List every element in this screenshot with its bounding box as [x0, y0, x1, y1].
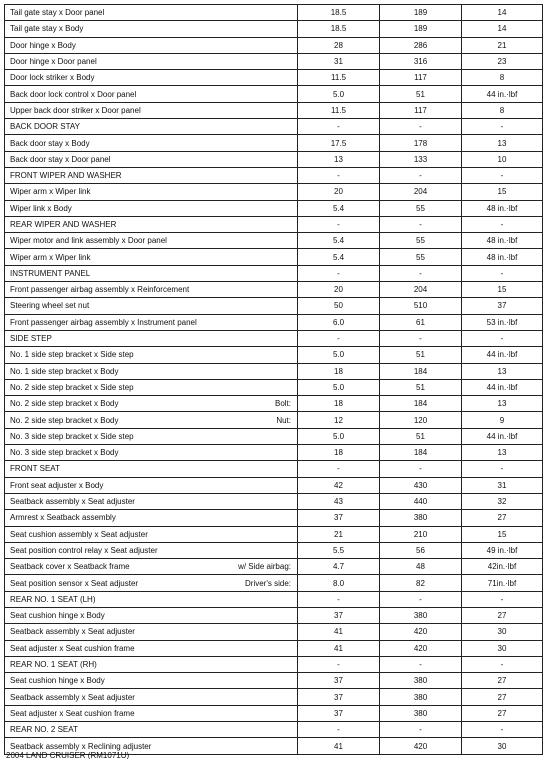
part-cell: [5, 396, 298, 412]
torque-kgf-cm-cell: 82: [380, 575, 462, 591]
torque-kgf-cm-cell: 420: [380, 640, 462, 656]
torque-kgf-cm-cell: 120: [380, 412, 462, 428]
table-row: [5, 689, 543, 705]
torque-kgf-cm-cell: 178: [380, 135, 462, 151]
table-row: [5, 493, 543, 509]
torque-nm-cell: 21: [298, 526, 380, 542]
part-cell: [5, 151, 298, 167]
table-row: [5, 249, 543, 265]
part-name: Seat adjuster x Seat cushion frame: [10, 643, 135, 653]
torque-ft-lbf-cell: 49 in.·lbf: [462, 542, 543, 558]
torque-kgf-cm-cell: -: [380, 722, 462, 738]
part-name: No. 1 side step bracket x Side step: [10, 350, 134, 360]
torque-nm-cell: 13: [298, 151, 380, 167]
part-name: BACK DOOR STAY: [10, 122, 80, 132]
torque-kgf-cm-cell: 184: [380, 363, 462, 379]
table-row: [5, 21, 543, 37]
part-cell: [5, 330, 298, 346]
torque-kgf-cm-cell: 510: [380, 298, 462, 314]
table-row: [5, 102, 543, 118]
torque-nm-cell: 41: [298, 624, 380, 640]
torque-spec-table: [4, 4, 543, 755]
torque-nm-cell: 5.5: [298, 542, 380, 558]
part-name: Door lock striker x Body: [10, 73, 95, 83]
torque-ft-lbf-cell: 13: [462, 363, 543, 379]
torque-kgf-cm-cell: 316: [380, 53, 462, 69]
part-cell: [5, 656, 298, 672]
part-cell: [5, 379, 298, 395]
part-cell: [5, 216, 298, 232]
torque-nm-cell: 37: [298, 673, 380, 689]
part-cell: [5, 477, 298, 493]
part-name: Wiper motor and link assembly x Door panel: [10, 236, 167, 246]
part-name: Seatback assembly x Reclining adjuster: [10, 741, 152, 751]
part-name: Seat cushion hinge x Body: [10, 676, 105, 686]
torque-ft-lbf-cell: 27: [462, 689, 543, 705]
part-name: Front passenger airbag assembly x Instrument panel: [10, 317, 197, 327]
torque-ft-lbf-cell: 27: [462, 607, 543, 623]
torque-ft-lbf-cell: 48 in.·lbf: [462, 249, 543, 265]
torque-nm-cell: 37: [298, 510, 380, 526]
torque-nm-cell: 5.0: [298, 428, 380, 444]
torque-nm-cell: 5.0: [298, 86, 380, 102]
torque-kgf-cm-cell: 204: [380, 282, 462, 298]
part-name: Door hinge x Body: [10, 40, 76, 50]
part-cell: [5, 282, 298, 298]
part-cell: [5, 119, 298, 135]
torque-ft-lbf-cell: -: [462, 722, 543, 738]
torque-nm-cell: 43: [298, 493, 380, 509]
table-row: [5, 330, 543, 346]
torque-kgf-cm-cell: 189: [380, 5, 462, 21]
table-row: [5, 363, 543, 379]
part-cell: [5, 575, 298, 591]
torque-kgf-cm-cell: 51: [380, 428, 462, 444]
table-row: [5, 167, 543, 183]
torque-nm-cell: -: [298, 216, 380, 232]
part-cell: [5, 70, 298, 86]
part-note: Nut:: [276, 415, 291, 425]
table-row: [5, 70, 543, 86]
part-name: Tail gate stay x Body: [10, 24, 84, 34]
part-name: Back door stay x Body: [10, 138, 90, 148]
part-name: Seatback assembly x Seat adjuster: [10, 497, 135, 507]
torque-nm-cell: 18.5: [298, 21, 380, 37]
torque-nm-cell: -: [298, 265, 380, 281]
torque-ft-lbf-cell: 9: [462, 412, 543, 428]
table-row: [5, 37, 543, 53]
table-row: [5, 705, 543, 721]
torque-kgf-cm-cell: -: [380, 591, 462, 607]
table-row: [5, 184, 543, 200]
torque-kgf-cm-cell: 204: [380, 184, 462, 200]
torque-ft-lbf-cell: 30: [462, 624, 543, 640]
torque-nm-cell: 20: [298, 184, 380, 200]
part-cell: [5, 102, 298, 118]
torque-ft-lbf-cell: 48 in.·lbf: [462, 233, 543, 249]
part-cell: [5, 624, 298, 640]
part-cell: [5, 445, 298, 461]
torque-nm-cell: -: [298, 167, 380, 183]
torque-ft-lbf-cell: -: [462, 591, 543, 607]
table-row: [5, 151, 543, 167]
part-cell: [5, 347, 298, 363]
part-cell: [5, 542, 298, 558]
torque-ft-lbf-cell: 44 in.·lbf: [462, 86, 543, 102]
torque-kgf-cm-cell: 380: [380, 689, 462, 705]
torque-nm-cell: 18.5: [298, 5, 380, 21]
table-body: [5, 5, 543, 755]
torque-ft-lbf-cell: 44 in.·lbf: [462, 428, 543, 444]
torque-nm-cell: 11.5: [298, 102, 380, 118]
part-name: Upper back door striker x Door panel: [10, 105, 141, 115]
torque-nm-cell: 41: [298, 640, 380, 656]
torque-ft-lbf-cell: -: [462, 167, 543, 183]
table-row: [5, 200, 543, 216]
part-cell: [5, 559, 298, 575]
part-name: Seat adjuster x Seat cushion frame: [10, 708, 135, 718]
torque-kgf-cm-cell: -: [380, 216, 462, 232]
torque-kgf-cm-cell: -: [380, 656, 462, 672]
torque-ft-lbf-cell: 10: [462, 151, 543, 167]
part-name: No. 2 side step bracket x Side step: [10, 382, 134, 392]
part-name: No. 3 side step bracket x Body: [10, 448, 119, 458]
torque-kgf-cm-cell: 380: [380, 705, 462, 721]
torque-nm-cell: 18: [298, 445, 380, 461]
torque-kgf-cm-cell: 61: [380, 314, 462, 330]
part-cell: [5, 37, 298, 53]
part-note: Driver's side:: [245, 578, 291, 588]
torque-kgf-cm-cell: 117: [380, 70, 462, 86]
part-cell: [5, 53, 298, 69]
torque-nm-cell: 12: [298, 412, 380, 428]
torque-nm-cell: 18: [298, 363, 380, 379]
torque-ft-lbf-cell: -: [462, 330, 543, 346]
table-row: [5, 722, 543, 738]
torque-kgf-cm-cell: -: [380, 167, 462, 183]
part-name: Seat cushion assembly x Seat adjuster: [10, 529, 148, 539]
part-name: SIDE STEP: [10, 334, 52, 344]
torque-ft-lbf-cell: 42in.·lbf: [462, 559, 543, 575]
torque-ft-lbf-cell: 15: [462, 526, 543, 542]
part-name: Steering wheel set nut: [10, 301, 90, 311]
torque-nm-cell: 11.5: [298, 70, 380, 86]
torque-nm-cell: 5.4: [298, 249, 380, 265]
torque-ft-lbf-cell: 27: [462, 705, 543, 721]
torque-ft-lbf-cell: 37: [462, 298, 543, 314]
part-cell: [5, 363, 298, 379]
part-name: FRONT WIPER AND WASHER: [10, 171, 122, 181]
table-row: [5, 119, 543, 135]
torque-kgf-cm-cell: 51: [380, 379, 462, 395]
part-cell: [5, 298, 298, 314]
torque-kgf-cm-cell: 48: [380, 559, 462, 575]
torque-kgf-cm-cell: 380: [380, 607, 462, 623]
table-row: [5, 53, 543, 69]
part-cell: [5, 640, 298, 656]
torque-kgf-cm-cell: -: [380, 265, 462, 281]
part-cell: [5, 428, 298, 444]
table-row: [5, 314, 543, 330]
torque-ft-lbf-cell: 32: [462, 493, 543, 509]
part-cell: [5, 135, 298, 151]
part-cell: [5, 314, 298, 330]
part-cell: [5, 461, 298, 477]
part-cell: [5, 526, 298, 542]
part-cell: [5, 705, 298, 721]
part-cell: [5, 722, 298, 738]
table-row: [5, 347, 543, 363]
torque-nm-cell: -: [298, 461, 380, 477]
part-cell: [5, 673, 298, 689]
torque-nm-cell: -: [298, 591, 380, 607]
torque-ft-lbf-cell: 71in.·lbf: [462, 575, 543, 591]
torque-nm-cell: 5.4: [298, 233, 380, 249]
torque-ft-lbf-cell: 44 in.·lbf: [462, 379, 543, 395]
page-footer: 2004 LAND CRUISER (RM1071U): [6, 752, 130, 759]
torque-nm-cell: 28: [298, 37, 380, 53]
torque-kgf-cm-cell: 286: [380, 37, 462, 53]
part-name: Wiper arm x Wiper link: [10, 252, 91, 262]
torque-ft-lbf-cell: -: [462, 119, 543, 135]
torque-ft-lbf-cell: 15: [462, 184, 543, 200]
part-name: Seatback assembly x Seat adjuster: [10, 627, 135, 637]
table-row: [5, 216, 543, 232]
table-row: [5, 412, 543, 428]
torque-ft-lbf-cell: 13: [462, 135, 543, 151]
table-row: [5, 526, 543, 542]
torque-nm-cell: 42: [298, 477, 380, 493]
part-name: Front passenger airbag assembly x Reinforcement: [10, 285, 190, 295]
torque-nm-cell: 41: [298, 738, 380, 754]
torque-nm-cell: 5.0: [298, 347, 380, 363]
torque-ft-lbf-cell: 30: [462, 640, 543, 656]
torque-ft-lbf-cell: 14: [462, 21, 543, 37]
torque-kgf-cm-cell: 133: [380, 151, 462, 167]
torque-kgf-cm-cell: 51: [380, 347, 462, 363]
torque-ft-lbf-cell: 31: [462, 477, 543, 493]
torque-ft-lbf-cell: 23: [462, 53, 543, 69]
part-cell: [5, 184, 298, 200]
torque-nm-cell: 37: [298, 705, 380, 721]
torque-ft-lbf-cell: 13: [462, 445, 543, 461]
table-row: [5, 607, 543, 623]
part-cell: [5, 412, 298, 428]
torque-nm-cell: 37: [298, 607, 380, 623]
torque-nm-cell: -: [298, 119, 380, 135]
torque-kgf-cm-cell: 430: [380, 477, 462, 493]
part-name: Seat position sensor x Seat adjuster: [10, 578, 139, 588]
part-cell: [5, 200, 298, 216]
part-name: Seat position control relay x Seat adjuster: [10, 545, 158, 555]
part-cell: [5, 249, 298, 265]
torque-kgf-cm-cell: 189: [380, 21, 462, 37]
table-row: [5, 591, 543, 607]
part-cell: [5, 167, 298, 183]
part-name: REAR NO. 1 SEAT (RH): [10, 660, 97, 670]
table-row: [5, 5, 543, 21]
table-row: [5, 542, 543, 558]
table-row: [5, 396, 543, 412]
part-note: Bolt:: [274, 399, 291, 409]
part-name: No. 3 side step bracket x Side step: [10, 431, 134, 441]
torque-kgf-cm-cell: 420: [380, 624, 462, 640]
torque-kgf-cm-cell: 117: [380, 102, 462, 118]
torque-nm-cell: 6.0: [298, 314, 380, 330]
torque-ft-lbf-cell: 27: [462, 510, 543, 526]
table-row: [5, 640, 543, 656]
part-name: Tail gate stay x Door panel: [10, 8, 105, 18]
part-name: REAR NO. 2 SEAT: [10, 725, 78, 735]
table-row: [5, 656, 543, 672]
torque-ft-lbf-cell: 8: [462, 70, 543, 86]
torque-ft-lbf-cell: -: [462, 461, 543, 477]
torque-kgf-cm-cell: -: [380, 119, 462, 135]
torque-kgf-cm-cell: -: [380, 330, 462, 346]
part-note: w/ Side airbag:: [238, 562, 291, 572]
torque-nm-cell: 20: [298, 282, 380, 298]
table-row: [5, 673, 543, 689]
part-cell: [5, 233, 298, 249]
torque-nm-cell: 31: [298, 53, 380, 69]
torque-kgf-cm-cell: 420: [380, 738, 462, 754]
table-row: [5, 428, 543, 444]
torque-ft-lbf-cell: 15: [462, 282, 543, 298]
part-name: REAR NO. 1 SEAT (LH): [10, 594, 96, 604]
torque-kgf-cm-cell: 184: [380, 396, 462, 412]
table-row: [5, 510, 543, 526]
part-name: No. 2 side step bracket x Body: [10, 415, 119, 425]
table-row: [5, 265, 543, 281]
torque-ft-lbf-cell: 44 in.·lbf: [462, 347, 543, 363]
torque-ft-lbf-cell: 27: [462, 673, 543, 689]
torque-ft-lbf-cell: 8: [462, 102, 543, 118]
part-cell: [5, 689, 298, 705]
torque-ft-lbf-cell: -: [462, 216, 543, 232]
torque-kgf-cm-cell: 380: [380, 510, 462, 526]
torque-nm-cell: 5.0: [298, 379, 380, 395]
torque-ft-lbf-cell: 48 in.·lbf: [462, 200, 543, 216]
part-cell: [5, 607, 298, 623]
part-name: INSTRUMENT PANEL: [10, 268, 91, 278]
part-cell: [5, 5, 298, 21]
part-name: Back door lock control x Door panel: [10, 89, 137, 99]
torque-kgf-cm-cell: 55: [380, 249, 462, 265]
table-row: [5, 379, 543, 395]
torque-kgf-cm-cell: -: [380, 461, 462, 477]
torque-nm-cell: -: [298, 656, 380, 672]
part-cell: [5, 21, 298, 37]
table-row: [5, 282, 543, 298]
table-row: [5, 445, 543, 461]
torque-ft-lbf-cell: -: [462, 265, 543, 281]
torque-kgf-cm-cell: 51: [380, 86, 462, 102]
part-cell: [5, 510, 298, 526]
torque-kgf-cm-cell: 55: [380, 233, 462, 249]
torque-ft-lbf-cell: -: [462, 656, 543, 672]
part-name: Door hinge x Door panel: [10, 57, 97, 67]
part-name: Seat cushion hinge x Body: [10, 611, 105, 621]
table-row: [5, 233, 543, 249]
torque-kgf-cm-cell: 55: [380, 200, 462, 216]
part-name: REAR WIPER AND WASHER: [10, 220, 117, 229]
part-cell: [5, 591, 298, 607]
torque-nm-cell: 8.0: [298, 575, 380, 591]
torque-nm-cell: -: [298, 722, 380, 738]
torque-ft-lbf-cell: 14: [462, 5, 543, 21]
torque-nm-cell: 5.4: [298, 200, 380, 216]
part-name: Armrest x Seatback assembly: [10, 513, 116, 523]
torque-nm-cell: -: [298, 330, 380, 346]
table-row: [5, 559, 543, 575]
torque-kgf-cm-cell: 380: [380, 673, 462, 689]
part-name: No. 2 side step bracket x Body: [10, 399, 119, 409]
part-name: No. 1 side step bracket x Body: [10, 366, 119, 376]
torque-ft-lbf-cell: 21: [462, 37, 543, 53]
table-row: [5, 86, 543, 102]
torque-kgf-cm-cell: 440: [380, 493, 462, 509]
part-name: Seatback assembly x Seat adjuster: [10, 692, 135, 702]
torque-ft-lbf-cell: 13: [462, 396, 543, 412]
torque-kgf-cm-cell: 210: [380, 526, 462, 542]
part-name: Front seat adjuster x Body: [10, 480, 104, 490]
part-cell: [5, 86, 298, 102]
torque-nm-cell: 18: [298, 396, 380, 412]
part-name: Seatback cover x Seatback frame: [10, 562, 130, 572]
table-row: [5, 624, 543, 640]
part-cell: [5, 493, 298, 509]
table-row: [5, 477, 543, 493]
torque-kgf-cm-cell: 56: [380, 542, 462, 558]
torque-nm-cell: 17.5: [298, 135, 380, 151]
part-cell: [5, 265, 298, 281]
torque-nm-cell: 37: [298, 689, 380, 705]
torque-ft-lbf-cell: 53 in.·lbf: [462, 314, 543, 330]
torque-ft-lbf-cell: 30: [462, 738, 543, 754]
part-name: Wiper arm x Wiper link: [10, 187, 91, 197]
part-name: Wiper link x Body: [10, 203, 72, 213]
table-row: [5, 135, 543, 151]
table-row: [5, 298, 543, 314]
table-row: [5, 575, 543, 591]
torque-nm-cell: 50: [298, 298, 380, 314]
part-name: Back door stay x Door panel: [10, 154, 111, 164]
table-row: [5, 461, 543, 477]
torque-kgf-cm-cell: 184: [380, 445, 462, 461]
torque-nm-cell: 4.7: [298, 559, 380, 575]
part-name: FRONT SEAT: [10, 464, 60, 474]
